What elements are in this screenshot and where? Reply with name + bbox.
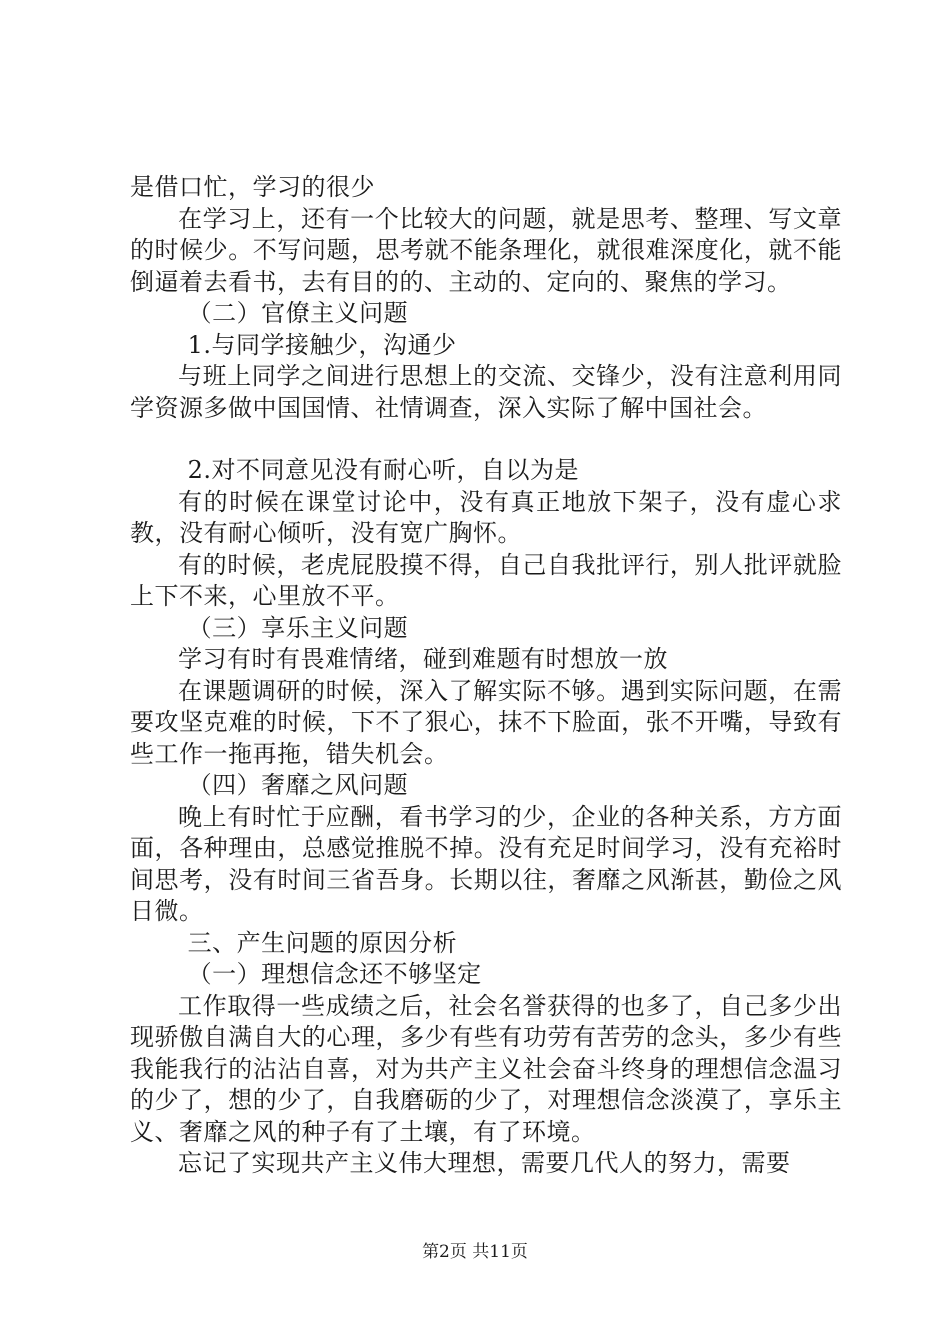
paragraph-continuation: 是借口忙，学习的很少 [130,173,375,201]
section-heading-hedonism: （三）享乐主义问题 [187,613,409,642]
paragraph: 有的时候在课堂讨论中，没有真正地放下架子，没有虚心求教，没有耐心倾听，没有宽广胸怀。 [130,487,842,547]
subheading-1: 1.与同学接触少，沟通少 [187,330,457,359]
document-body [130,172,842,1180]
paragraph: 在课题调研的时候，深入了解实际不够。遇到实际问题，在需要攻坚克难的时候，下不了狠心，抹不下脸面，张不开嘴，导致有些工作一拖再拖，错失机会。 [130,676,842,768]
paragraph: 忘记了实现共产主义伟大理想，需要几代人的努力，需要 [178,1149,791,1177]
section-heading-extravagance: （四）奢靡之风问题 [187,771,409,799]
subheading-2: 2.对不同意见没有耐心听，自以为是 [187,456,579,484]
section-heading-bureaucratism: （二）官僚主义问题 [187,299,409,327]
paragraph: 有的时候，老虎屁股摸不得，自己自我批评行，别人批评就脸上下不来，心里放不平。 [130,550,842,610]
paragraph: 在学习上，还有一个比较大的问题，就是思考、整理、写文章的时候少。不写问题，思考就不能条理化，就很难深度化，就不能倒逼着去看书，去有目的的、主动的、定向的、聚焦的学习。 [130,204,842,296]
page-number-footer: 第2页 共11页 [422,1242,528,1262]
paragraph: 学习有时有畏难情绪，碰到难题有时想放一放 [178,645,668,673]
chapter-heading-cause-analysis: 三、产生问题的原因分析 [187,928,458,957]
section-heading-ideals: （一）理想信念还不够坚定 [187,960,482,988]
paragraph: 晚上有时忙于应酬，看书学习的少，企业的各种关系，方方面面，各种理由，总感觉推脱不掉。没有充足时间学习，没有充裕时间思考，没有时间三省吾身。长期以往，奢靡之风渐甚，勤俭之风日微。 [130,802,842,925]
paragraph: 与班上同学之间进行思想上的交流、交锋少，没有注意利用同学资源多做中国国情、社情调查，深入实际了解中国社会。 [130,362,842,422]
paragraph: 工作取得一些成绩之后，社会名誉获得的也多了，自己多少出现骄傲自满自大的心理，多少有些有功劳有苦劳的念头，多少有些我能我行的沾沾自喜，对为共产主义社会奋斗终身的理想信念温习的少了，想的少了，自我磨砺的少了，对理想信念淡漠了，享乐主义、奢靡之风的种子有了土壤，有了环境。 [130,991,842,1146]
